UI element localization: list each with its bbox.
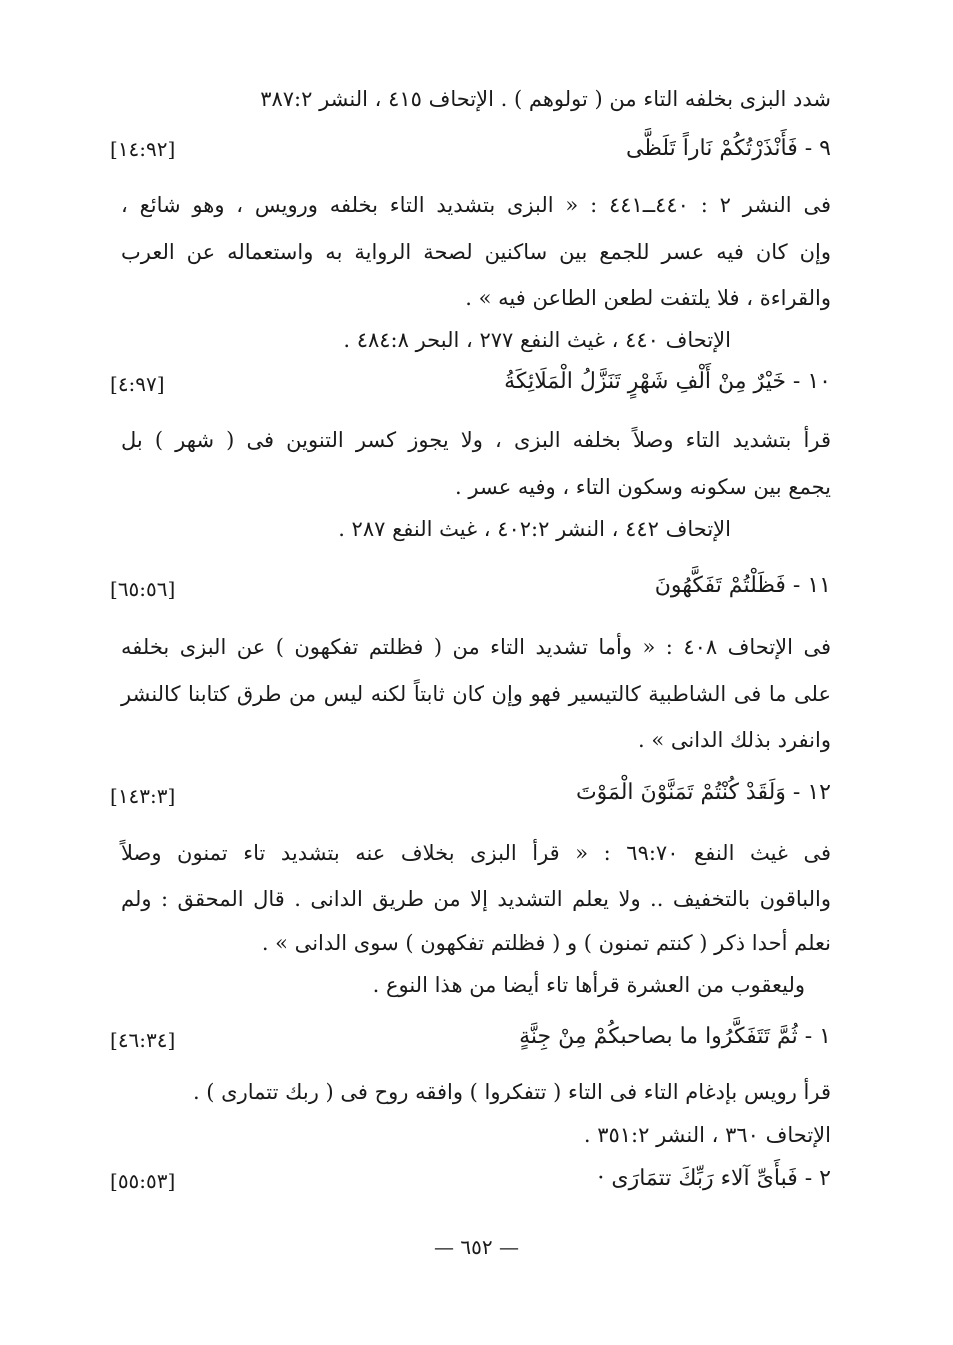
page-number: — ٦٥٢ — [434,1235,519,1259]
verse-line: ١١ - فَظَلْتُمْ تَفَكَّهُونَ [654,573,831,598]
note-line: نعلم أحدا ذكر ( كنتم تمنون ) و ( فظلتم تفكهون ) سوى الدانى » . [261,931,831,955]
verse-reference: [٤:٩٧] [110,372,165,396]
note-line: يجمع بين سكونه وسكون التاء ، وفيه عسر . [455,475,831,499]
verse-reference: [١٤٣:٣] [110,784,176,808]
verse-reference: [١٤:٩٢] [110,137,176,161]
verse-reference: [٤٦:٣٤] [110,1028,176,1052]
note-line: وانفرد بذلك الدانى » . [637,728,831,752]
verse-line: ١٠ - خَيْرٌ مِنْ أَلْفِ شَهْرٍ تَنَزَّلُ الْمَلَائِكَةُ [504,369,831,394]
note-line: فى غيث النفع ٦٩:٧٠ : « قرأ البزى بخلاف عنه بتشديد تاء تمنون وصلاً [121,841,831,865]
sources-line: الإتحاف ٤٤٠ ، غيث النفع ٢٧٧ ، البحر ٤٨٤:٨ . [343,328,731,352]
verse-reference: [٦٥:٥٦] [110,577,176,601]
verse-line: ٢ - فَبأَىِّ آلاء رَبِّكَ تتمَارَى · [597,1166,831,1191]
verse-line: ١ - ثُمَّ تَتَفَكَّرُوا ما بصاحبكُمْ مِنْ جِنَّةٍ [519,1024,831,1049]
note-line: على ما فى الشاطبية كالتيسير فهو وإن كان ثابتاً لكنه ليس من طرق كتابنا كالنشر [121,682,831,706]
note-line: فى الإتحاف ٤٠٨ : « وأما تشديد التاء من ( فظلتم تفكهون ) عن البزى بخلفه [121,635,831,659]
note-line: والباقون بالتخفيف .. ولا يعلم التشديد إلا من طريق الدانى . قال المحقق : ولم [121,887,831,911]
verse-reference: [٥٥:٥٣] [110,1169,176,1193]
note-line: والقراءة ، فلا يلتفت لطعن الطاعن فيه » . [465,286,831,310]
sources-line: الإتحاف ٣٦٠ ، النشر ٣٥١:٢ . [583,1123,831,1147]
note-line: شدد البزى بخلفه التاء من ( تولوهم ) . الإتحاف ٤١٥ ، النشر ٣٨٧:٢ [260,87,831,111]
note-line: وإن كان فيه عسر للجمع بين ساكنين لصحة الرواية به واستعماله عن العرب [121,240,831,264]
note-line: قرأ رويس بإدغام التاء فى التاء ( تتفكروا ) وافقه روح فى ( ربك تتمارى ) . [192,1080,831,1104]
sources-line: الإتحاف ٤٤٢ ، النشر ٤٠٢:٢ ، غيث النفع ٢٨٧ . [338,517,731,541]
note-line: فى النشر ٢ : ٤٤٠ــ٤٤١ : « البزى بتشديد التاء بخلفه ورويس ، وهو شائع ، [121,193,831,217]
verse-line: ٩ - فَأَنْذَرْتُكُمْ نَاراً تَلَظَّى [625,136,831,161]
verse-line: ١٢ - وَلَقَدْ كُنْتُمْ تَمَنَّوْنَ الْمَوْتَ [575,780,831,805]
note-line: وليعقوب من العشرة قرأها تاء أيضا من هذا النوع . [372,973,805,997]
note-line: قرأ بتشديد التاء وصلاً بخلفه البزى ، ولا يجوز كسر التنوين فى ( شهر ) بل [121,428,831,452]
